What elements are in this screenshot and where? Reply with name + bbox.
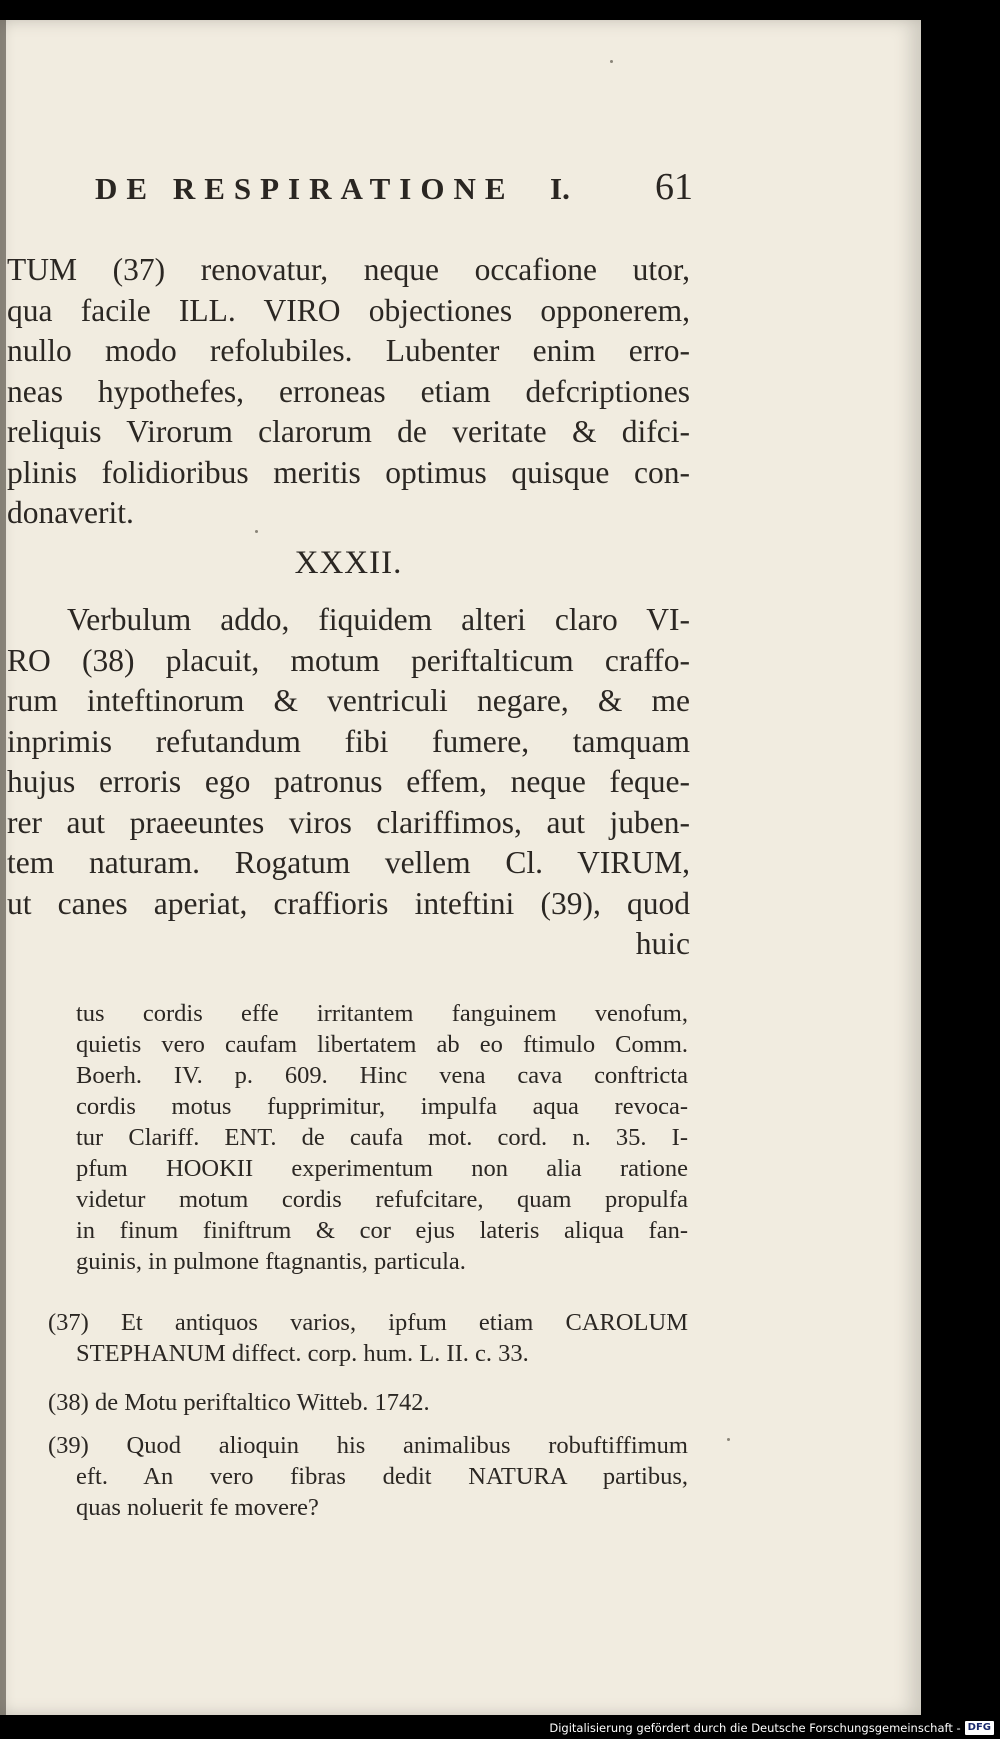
footnote-line: videtur motum cordis refufcitare, quam propulfa: [76, 1186, 688, 1213]
paper-speck: [727, 1438, 730, 1441]
footnote-line: (39) Quod alioquin his animalibus robuftiffimum: [48, 1432, 688, 1459]
running-head-part: I.: [550, 171, 570, 206]
text-line: rum inteftinorum & ventriculi negare, & me: [7, 683, 690, 718]
footnote-line: cordis motus fupprimitur, impulfa aqua revoca-: [76, 1093, 688, 1120]
credit-text: Digitalisierung gefördert durch die Deutsche Forschungsgemeinschaft -: [549, 1721, 961, 1735]
footnote-line: tus cordis effe irritantem fanguinem venofum,: [76, 1000, 688, 1027]
dfg-logo: DFG: [965, 1721, 994, 1735]
footnote-line: quietis vero caufam libertatem ab eo ftimulo Comm.: [76, 1031, 688, 1058]
footnote-line: Boerh. IV. p. 609. Hinc vena cava conftricta: [76, 1062, 688, 1089]
section-heading: XXXII.: [294, 545, 403, 581]
footnote-line: (38) de Motu periftaltico Witteb. 1742.: [48, 1389, 430, 1416]
text-line: tem naturam. Rogatum vellem Cl. VIRUM,: [7, 845, 690, 880]
page-binding-edge: [0, 20, 6, 1715]
digitization-credit: [549, 1719, 994, 1737]
page-number: 61: [655, 166, 693, 208]
running-head-title: DE RESPIRATIONE: [95, 171, 515, 206]
paper-speck: [610, 60, 613, 63]
text-line: reliquis Virorum clarorum de veritate & difci-: [7, 414, 690, 449]
text-line: ut canes aperiat, craffioris inteftini (39), quod: [7, 885, 690, 921]
footnote-38: [48, 1387, 688, 1418]
footnote-line: guinis, in pulmone ftagnantis, particula.: [76, 1248, 466, 1275]
text-line: inprimis refutandum fibi fumere, tamquam: [7, 723, 690, 759]
paper-speck: [255, 530, 258, 533]
text-line: hujus erroris ego patronus effem, neque feque-: [7, 764, 690, 799]
footnote-continuation: [48, 998, 688, 1277]
footnote-line: in finum finiftrum & cor ejus lateris aliqua fan-: [76, 1217, 688, 1244]
footnote-line: STEPHANUM diffect. corp. hum. L. II. c. 33.: [76, 1340, 529, 1367]
footnote-line: eft. An vero fibras dedit NATURA partibus,: [76, 1463, 688, 1490]
footnote-37: [48, 1307, 688, 1369]
text-line: nullo modo refolubiles. Lubenter enim erro-: [7, 333, 690, 368]
text-line: RO (38) placuit, motum periftalticum craffo-: [7, 642, 690, 678]
text-line: plinis folidioribus meritis optimus quisque con-: [7, 454, 690, 490]
footnote-39: [48, 1430, 688, 1523]
scanned-page: [0, 20, 921, 1715]
text-line: rer aut praeeuntes viros clariffimos, aut juben-: [7, 804, 690, 840]
paragraph-continued: [7, 250, 690, 534]
footnote-line: (37) Et antiquos varios, ipfum etiam CAROLUM: [48, 1309, 688, 1336]
footnote-line: pfum HOOKII experimentum non alia ratione: [76, 1155, 688, 1182]
text-line: donaverit.: [7, 495, 134, 530]
text-line: Verbulum addo, fiquidem alteri claro VI-: [67, 602, 690, 637]
running-head: [95, 165, 695, 215]
footnote-line: quas noluerit fe movere?: [76, 1494, 319, 1521]
footnote-line: tur Clariff. ENT. de caufa mot. cord. n. 35. I-: [76, 1124, 688, 1151]
text-line: neas hypothefes, erroneas etiam defcriptiones: [7, 373, 690, 409]
text-line: qua facile ILL. VIRO objectiones opponerem,: [7, 292, 690, 328]
text-line: TUM (37) renovatur, neque occafione utor,: [7, 252, 690, 287]
paragraph-section-xxxii: [7, 600, 690, 965]
catchword: huic: [635, 926, 690, 961]
